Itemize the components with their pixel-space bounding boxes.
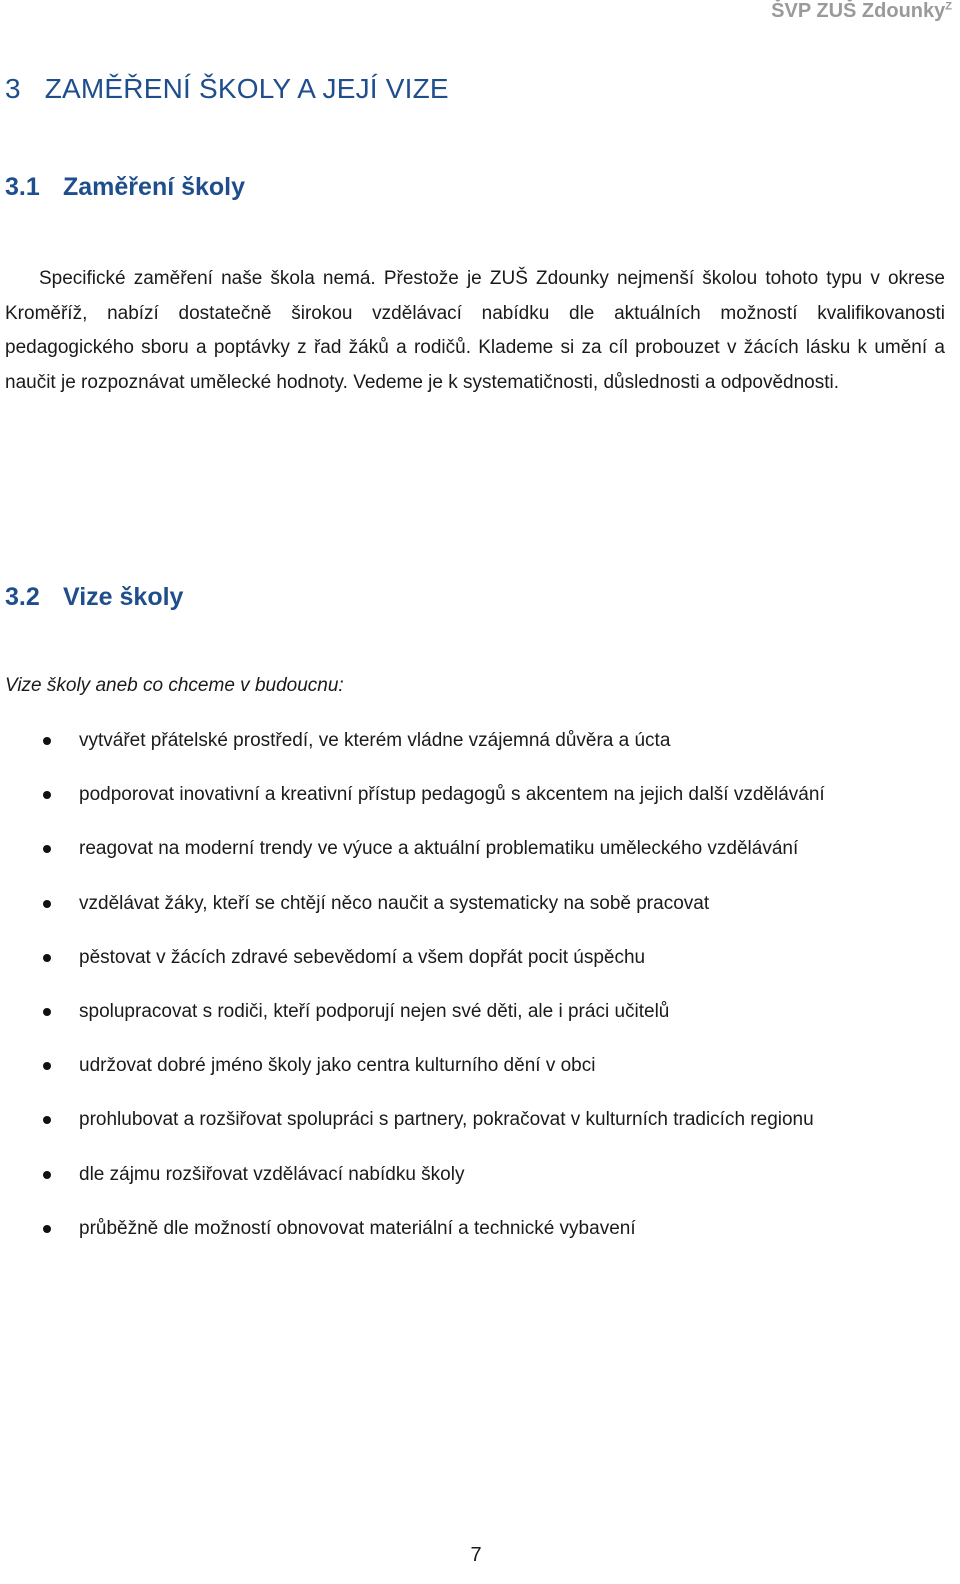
vision-list bbox=[0, 723, 940, 1265]
list-item bbox=[0, 994, 940, 1048]
list-item-text: prohlubovat a rozšiřovat spolupráci s partnery, pokračovat v kulturních tradicích regionu bbox=[79, 1109, 814, 1131]
list-item-text: reagovat na moderní trendy ve výuce a aktuální problematiku uměleckého vzdělávání bbox=[79, 838, 799, 860]
section-title: Vize školy bbox=[63, 583, 184, 611]
section-heading-vision bbox=[5, 583, 183, 612]
list-item bbox=[0, 723, 940, 777]
bullet-icon bbox=[43, 1171, 51, 1179]
page-number: 7 bbox=[470, 1544, 482, 1566]
bullet-icon bbox=[43, 845, 51, 853]
bullet-icon bbox=[43, 1008, 51, 1016]
vision-intro: Vize školy aneb co chceme v budoucnu: bbox=[5, 675, 344, 696]
running-header bbox=[771, 0, 952, 23]
list-item bbox=[0, 1211, 940, 1265]
list-item bbox=[0, 1048, 940, 1102]
list-item bbox=[0, 940, 940, 994]
section-title: Zaměření školy bbox=[63, 173, 246, 201]
list-item-text: spolupracovat s rodiči, kteří podporují nejen své děti, ale i práci učitelů bbox=[79, 1000, 670, 1022]
list-item bbox=[0, 1157, 940, 1211]
list-item-text: udržovat dobré jméno školy jako centra kulturního dění v obci bbox=[79, 1055, 596, 1077]
list-item-text: dle zájmu rozšiřovat vzdělávací nabídku školy bbox=[79, 1163, 465, 1185]
section-number: 3.2 bbox=[5, 583, 40, 611]
bullet-icon bbox=[43, 1116, 51, 1124]
chapter-heading: 3 ZAMĚŘENÍ ŠKOLY A JEJÍ VIZE bbox=[5, 73, 449, 104]
list-item-text: průběžně dle možností obnovovat materiální a technické vybavení bbox=[79, 1217, 636, 1239]
section-number: 3.1 bbox=[5, 173, 40, 201]
bullet-icon bbox=[43, 737, 51, 745]
list-item-text: vzdělávat žáky, kteří se chtějí něco naučit a systematicky na sobě pracovat bbox=[79, 892, 710, 914]
list-item-text: vytvářet přátelské prostředí, ve kterém vládne vzájemná důvěra a úcta bbox=[79, 730, 671, 751]
focus-paragraph-text: Specifické zaměření naše škola nemá. Přestože je ZUŠ Zdounky nejmenší školou tohoto typu v okrese Kroměříž, nabízí dostatečně širokou vzdělávací nabídku dle aktuálních možností kvalifikovanosti pedagogického sboru a poptávky z řad žáků a rodičů. Klademe si za cíl probouzet v žácích lásku k umění a naučit je rozpoznávat umělecké hodnoty. Vedeme je k systematičnosti, důslednosti a odpovědnosti. bbox=[5, 268, 945, 393]
list-item-text: pěstovat v žácích zdravé sebevědomí a všem dopřát pocit úspěchu bbox=[79, 946, 646, 968]
bullet-icon bbox=[43, 1225, 51, 1233]
list-item bbox=[0, 1102, 940, 1156]
running-header-superscript: Z bbox=[945, 0, 952, 13]
bullet-icon bbox=[43, 791, 51, 799]
list-item bbox=[0, 777, 940, 831]
bullet-icon bbox=[43, 1062, 51, 1070]
list-item-text: podporovat inovativní a kreativní přístup pedagogů s akcentem na jejich další vzdělávání bbox=[79, 784, 825, 806]
focus-paragraph bbox=[5, 262, 945, 400]
bullet-icon bbox=[43, 900, 51, 908]
running-header-title: ŠVP ZUŠ Zdounky bbox=[771, 0, 946, 22]
list-item bbox=[0, 886, 940, 940]
bullet-icon bbox=[43, 954, 51, 962]
section-heading-focus bbox=[5, 173, 245, 202]
list-item bbox=[0, 831, 940, 885]
